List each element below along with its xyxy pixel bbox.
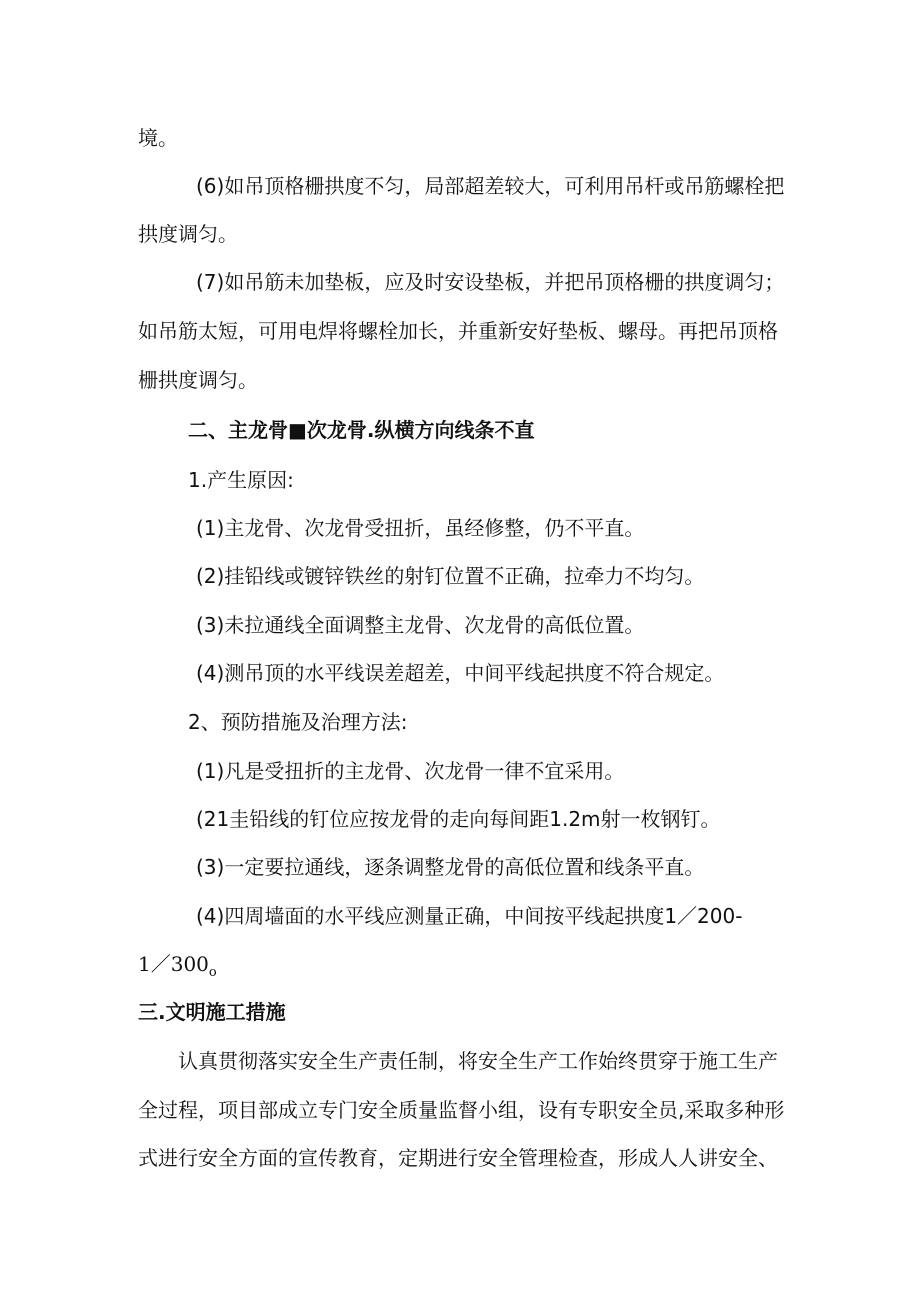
cause-item-4: (4)测吊顶的水平线误差超差，中间平线起拱度不符合规定。	[196, 661, 725, 685]
ratio-subscript: o	[208, 965, 217, 980]
body-line-3: 式进行安全方面的宣传教育，定期进行安全管理检查，形成人人讲安全、	[138, 1146, 778, 1170]
item-6-line-2: 拱度调匀。	[138, 222, 238, 246]
measure-item-3: (3)一定要拉通线，逐条调整龙骨的高低位置和线条平直。	[196, 855, 705, 879]
item-6-line-1: (6)如吊顶格栅拱度不匀，局部超差较大，可利用吊杆或吊筋螺栓把	[196, 174, 785, 198]
cause-item-2: (2)挂铅线或镀锌铁丝的射钉位置不正确，拉牵力不均匀。	[196, 564, 705, 588]
ratio-text: 1／300	[138, 952, 209, 976]
subheading-causes: 1.产生原因:	[188, 468, 294, 492]
body-line-1: 认真贯彻落实安全生产责任制，将安全生产工作始终贯穿于施工生产	[178, 1049, 778, 1073]
item-7-line-3: 栅拱度调匀。	[138, 368, 258, 392]
measure-item-1: (1)凡是受扭折的主龙骨、次龙骨一律不宜采用。	[196, 759, 625, 783]
cause-item-3: (3)未拉通线全面调整主龙骨、次龙骨的高低位置。	[196, 613, 645, 637]
section-heading-3: 三.文明施工措施	[138, 1000, 286, 1024]
cause-item-1: (1)主龙骨、次龙骨受扭折，虽经修整，仍不平直。	[196, 516, 645, 540]
measure-item-4-line-1: (4)四周墙面的水平线应测量正确，中间按平线起拱度1／200-	[196, 904, 743, 928]
measure-item-2: (21圭铅线的钉位应按龙骨的走向每间距1.2m射一枚钢钉。	[196, 807, 721, 831]
body-line-2: 全过程，项目部成立专门安全质量监督小组，设有专职安全员,采取多种形	[138, 1098, 785, 1122]
item-7-line-1: (7)如吊筋未加垫板，应及时安设垫板，并把吊顶格栅的拱度调匀；	[196, 270, 785, 294]
paragraph-line: 境。	[138, 126, 178, 150]
measure-item-4-line-2	[138, 950, 217, 987]
section-heading-2: 二、主龙骨■次龙骨.纵横方向线条不直	[188, 418, 535, 442]
subheading-measures: 2、预防措施及治理方法:	[188, 710, 408, 734]
item-7-line-2: 如吊筋太短，可用电焊将螺栓加长，并重新安好垫板、螺母。再把吊顶格	[138, 319, 778, 343]
